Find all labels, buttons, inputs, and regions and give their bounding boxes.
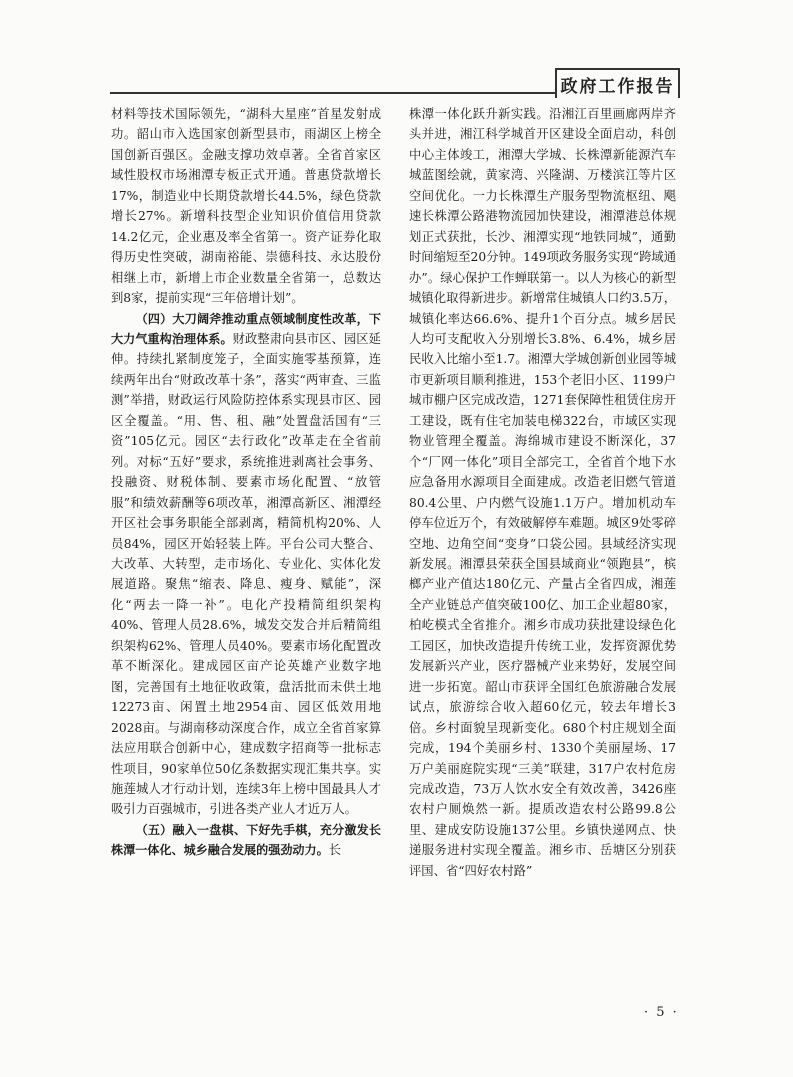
left-paragraph-3 xyxy=(111,820,381,861)
section-5-body-start: 长 xyxy=(328,843,342,858)
right-column xyxy=(409,104,676,881)
left-paragraph-2 xyxy=(111,309,381,820)
left-paragraph-1: 材料等技术国际领先，“湖科大星座”首星发射成功。韶山市入选国家创新型县市，雨湖区上榜全国创新百强区。金融支撑功效卓著。全省首家区域性股权市场湘潭专板正式开通。普惠贷款增长17%，制造业中长期贷款增长44.5%，绿色贷款增长27%。新增科技型企业知识价值信用贷款14.2亿元，企业惠及率全省第一。资产证券化取得历史性突破，湖南裕能、崇德科技、永达股份相继上市，新增上市企业数量全省第一，总数达到8家，提前实现“三年倍增计划”。 xyxy=(111,107,381,306)
header-box xyxy=(555,68,680,98)
section-4-body: 财政整肃向县市区、园区延伸。持续扎紧制度笼子，全面实施零基预算，连续两年出台“财政改革十条”，落实“两审查、三监测”举措，财政运行风险防控体系实现县市区、园区全覆盖。“用、售、租、融”处置盘活国有“三资”105亿元。园区“去行政化”改革走在全省前列。对标“五好”要求，系统推进剥离社会事务、投融资、财税体制、要素市场化配置、“放管服”和绩效薪酬等6项改革，湘潭高新区、湘潭经开区社会事务职能全部剥离，精简机构20%、人员84%，园区开始轻装上阵。平台公司大整合、大改革、大转型，走市场化、专业化、实体化发展道路。聚焦“缩表、降息、瘦身、赋能”，深化“两去一降一补”。电化产投精简组织架构40%、管理人员28.6%，城发交发合并后精简组织架构62%、管理人员40%。要素市场化配置改革不断深化。建成园区亩产论英雄产业数字地图，完善国有土地征收政策，盘活批而未供土地12273亩、闲置土地2954亩、园区低效用地2028亩。与湖南移动深度合作，成立全省首家算法应用联合创新中心，建成数字招商等一批标志性项目，90家单位50亿条数据实现汇集共享。实施莲城人才行动计划，连续3年上榜中国最具人才吸引力百强城市，引进各类产业人才近万人。 xyxy=(111,331,381,817)
section-4-heading: （四）大刀阔斧推动重点领域制度性改革，下大力气重构治理体系。 xyxy=(111,311,381,346)
running-header-title: 政府工作报告 xyxy=(560,76,675,97)
right-paragraph-1: 株潭一体化跃升新实践。沿湘江百里画廊两岸齐头并进，湘江科学城首开区建设全面启动，科创中心主体竣工，湘潭大学城、长株潭新能源汽车城蓝图绘就，黄家湾、兴隆湖、万楼滨江等片区空间优化。一力长株潭生产服务型物流枢纽、飓速长株潭公路港物流园加快建设，湘潭港总体规划正式获批，长沙、湘潭实现“地铁同城”，通勤时间缩短至20分钟。149项政务服务实现“跨域通办”。绿心保护工作蝉联第一。以人为核心的新型城镇化取得新进步。新增常住城镇人口约3.5万，城镇化率达66.6%、提升1个百分点。城乡居民人均可支配收入分别增长3.8%、6.4%，城乡居民收入比缩小至1.7。湘潭大学城创新创业园等城市更新项目顺利推进，153个老旧小区、1199户城市棚户区完成改造，1271套保障性租赁住房开工建设，既有住宅加装电梯322台，市域区实现物业管理全覆盖。海绵城市建设不断深化，37个“厂网一体化”项目全部完工，全省首个地下水应急备用水源项目全面建成。改造老旧燃气管道80.4公里、户内燃气设施1.1万户。增加机动车停车位近万个，有效破解停车难题。城区9处零碎空地、边角空间“变身”口袋公园。县域经济实现新发展。湘潭县荣获全国县域商业“领跑县”，槟榔产业产值达180亿元、产量占全省四成，湘莲全产业链总产值突破100亿、加工企业超80家，柏屹模式全省推介。湘乡市成功获批建设绿色化工园区，加快改造提升传统工业，发挥资源优势发展新兴产业，医疗器械产业来势好，发展空间进一步拓宽。韶山市获评全国红色旅游融合发展试点，旅游综合收入超60亿元，较去年增长3倍。乡村面貌呈现新变化。680个村庄规划全面完成，194个美丽乡村、1330个美丽屋场、17万户美丽庭院实现“三美”联建，317户农村危房完成改造，73万人饮水安全有效改善，3426座农村户厕焕然一新。提质改造农村公路99.8公里、建成安防设施137公里。乡镇快递网点、快递服务进村实现全覆盖。湘乡市、岳塘区分别获评国、省“四好农村路” xyxy=(409,107,676,878)
section-5-heading: （五）融入一盘棋、下好先手棋，充分激发长株潭一体化、城乡融合发展的强劲动力。 xyxy=(111,822,381,858)
page-number: · 5 · xyxy=(644,1005,679,1020)
left-column xyxy=(111,104,381,861)
